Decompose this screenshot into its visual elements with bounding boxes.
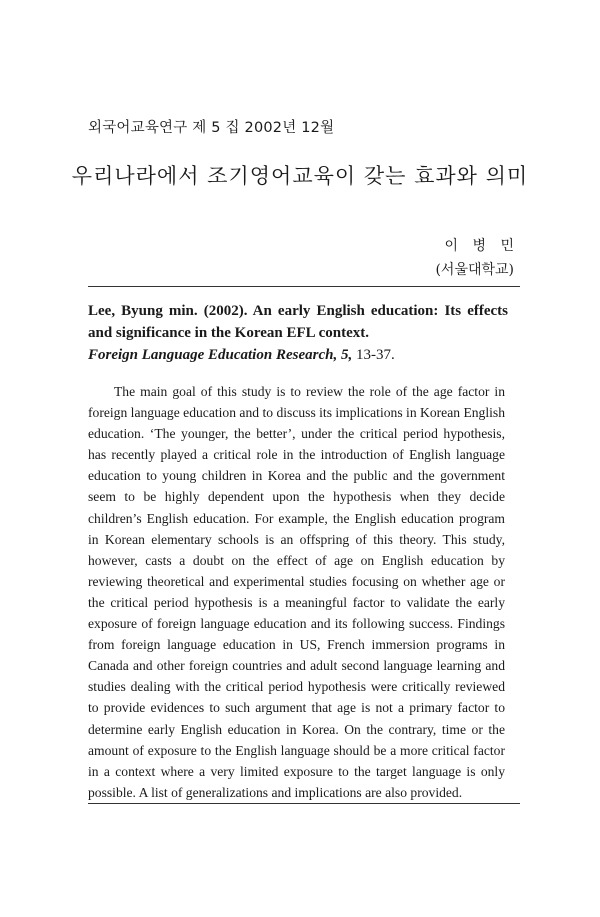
citation-source [88, 344, 508, 366]
abstract-text: The main goal of this study is to review the role of the age factor in foreign language education and to discuss its implications in Korean English education. ‘The younger, the better’, under the critical period hypothesis, has recently played a critical role in the introduction of English language education to young children in Korea and the public and the government seem to be highly dependent upon the hypothesis when they decide children’s English education. For example, the English education program in Korean elementary schools is an offspring of this theory. This study, however, casts a doubt on the effect of age on English education by reviewing theoretical and experimental studies focusing on whether age or the critical period hypothesis is a meaningful factor to validate the early exposure of foreign language education and its following success. Findings from foreign language education in US, French immersion programs in Canada and other foreign countries and adult second language learning and studies dealing with the critical period hypothesis were critically reviewed to provide evidences to such argument that age is not a primary factor to determine early English education in Korea. On the contrary, time or the amount of exposure to the English language should be a more critical factor in a context where a very limited exposure to the target language is only possible. A list of generalizations and implications are also provided. [88, 384, 505, 800]
citation-block [88, 300, 508, 366]
citation-title: Lee, Byung min. (2002). An early English education: Its effects and significance in the Korean EFL context. [88, 303, 508, 341]
author-affiliation: (서울대학교) [435, 262, 514, 278]
journal-header: 외국어교육연구 제 5 집 2002년 12월 [88, 120, 335, 136]
bottom-divider [88, 803, 520, 804]
author-block [435, 234, 519, 282]
paper-title: 우리나라에서 조기영어교육이 갖는 효과와 의미 [71, 164, 529, 188]
author-name: 이 병 민 [444, 238, 519, 254]
citation-journal: Foreign Language Education Research, 5, [88, 347, 353, 363]
citation-pages: 13-37. [355, 347, 395, 363]
top-divider [88, 286, 520, 287]
